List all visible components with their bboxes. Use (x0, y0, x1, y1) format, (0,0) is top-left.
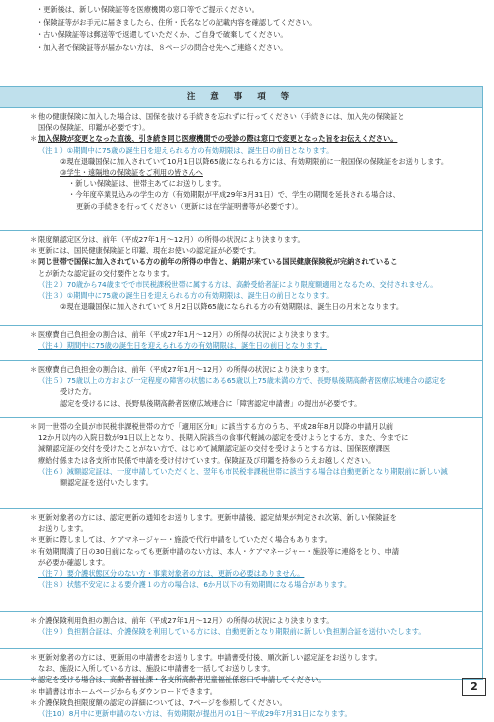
notes-line-text: 介護保険利用負担の割合は、前年（平成27年1月～12月）の所得の状況により決まります。 (38, 616, 334, 625)
notes-section (0, 231, 482, 326)
notes-line-text: 加入保険が変更となった直後、引き続き同じ医療機関での受診の際は窓口で変更となった旨をお伝えください。 (38, 134, 398, 144)
notes-line-text: 更新の手続きを行ってください（更新には在学証明書等が必要です）。 (76, 201, 303, 211)
notes-line (38, 579, 476, 590)
notes-line-text: ・新しい保険証は、世帯主あてにお送りします。 (68, 179, 226, 189)
asterisk-marker: ＊ (30, 134, 38, 144)
notes-line (38, 708, 476, 719)
notes-line-text: 減額認定証の交付を受けたことがない方で、はじめて減額認定証の交付を受けようとする方は、国保医療課医 (38, 444, 391, 454)
asterisk-marker: ＊ (30, 546, 38, 556)
asterisk-marker: ＊ (30, 112, 38, 121)
top-list-item: ・更新後は、新しい保険証等を医療機関の窓口等でご提示ください。 (36, 5, 259, 14)
notes-line (38, 167, 476, 178)
asterisk-marker: ＊ (30, 235, 38, 244)
notes-line-text: 認定を受けるには、長野県後期高齢者医療広域連合に「障害認定申請書」の提出が必要です。 (60, 398, 362, 408)
notes-line (30, 546, 476, 557)
notes-line (38, 375, 476, 386)
notes-line (38, 189, 476, 200)
notes-section (0, 326, 482, 361)
notes-line-text: ③学生・遠隔地の保険証をご利用の皆さんへ (60, 168, 203, 178)
notes-line-text: （注４）期間中に75歳の誕生日を迎えられる方の有効期限は、誕生日の前日となります。 (38, 341, 327, 351)
asterisk-marker: ＊ (30, 616, 38, 625)
notes-line (30, 421, 476, 432)
notes-line-text: なお、施設に入所している方は、施設に申請書を一括してお送りします。 (38, 664, 275, 674)
notes-section (0, 418, 482, 509)
notes-line-text: 更新には、国民健康保険証と印鑑、現在お使いの認定証が必要です。 (38, 246, 261, 256)
notes-line-text: 医療費自己負担金の割合は、前年（平成27年1月～12月）の所得の状況により決まります。 (38, 365, 334, 374)
notes-section (0, 509, 482, 612)
notes-line (30, 697, 476, 708)
notes-line (30, 674, 476, 685)
notes-line-text: 療給付係または各支所市民係で申請を受け付けています。保険証及び印鑑を持参のうえお越しください。 (38, 455, 376, 465)
notes-line-text: （注７）要介護状態区分のない方・事業対象者の方は、更新の必要はありません。 (38, 569, 305, 579)
notes-section (0, 649, 482, 722)
notes-line (38, 178, 476, 189)
notes-line-text: ②現在退職国保に加入されていて10月1日以降65歳になられる方には、有効期限前に一般国保の保険証をお送りします。 (60, 156, 449, 166)
top-list-item: ・古い保険証等は郵送等で返還していただくか、ご自身で破棄してください。 (36, 30, 288, 40)
notes-line (38, 466, 476, 477)
notes-line (38, 432, 476, 443)
notes-line (38, 301, 476, 312)
notes-line (38, 386, 476, 397)
notes-line (30, 111, 476, 122)
notes-line (30, 686, 476, 697)
notes-line-text: 12か月以内の入院日数が91日以上となり、長期入院該当の食事代軽減の認定を受けようとする方、また、今までに (38, 433, 409, 443)
notes-section (0, 361, 482, 418)
notes-line-text: ・今年度卒業見込みの学生の方（有効期限が平成29年3月31日）で、学生の期間を延長される場合は、 (68, 190, 400, 200)
notes-line (30, 512, 476, 523)
notes-line-text: が必要か確認します。 (38, 557, 110, 567)
top-list-item: ・保険証等がお手元に届きましたら、住所・氏名などの記載内容を確認してください。 (36, 17, 317, 27)
notes-line (38, 268, 476, 279)
notes-line (30, 652, 476, 663)
notes-line-text: 有効期間満了日の30日前になっても更新申請のない方は、本人・ケアマネージャー・施設等に連絡をとり、申請 (38, 546, 400, 556)
asterisk-marker: ＊ (30, 257, 38, 267)
notes-line (30, 364, 476, 375)
notes-line (30, 256, 476, 267)
asterisk-marker: ＊ (30, 675, 38, 685)
notes-line (38, 477, 476, 488)
notes-line-text: 額認定証を送付いたします。 (60, 478, 153, 488)
asterisk-marker: ＊ (30, 653, 38, 662)
notes-line (30, 133, 476, 144)
notes-line (30, 534, 476, 545)
notes-line (38, 201, 476, 212)
asterisk-marker: ＊ (30, 513, 38, 522)
notes-line (30, 234, 476, 245)
notes-line (38, 443, 476, 454)
notes-line-text: 受けた方。 (60, 387, 96, 397)
notes-line (30, 245, 476, 256)
notes-line (38, 568, 476, 579)
top-list-item: ・加入者で保険証等が届かない方は、８ページの問合せ先へご連絡ください。 (36, 42, 288, 52)
notes-line (30, 615, 476, 626)
notes-section (0, 108, 482, 231)
notes-line-text: （注９）負担割合証は、介護保険を利用している方には、自動更新となり期限前に新しい負担割合証を送付いたします。 (38, 627, 426, 637)
notes-line (38, 290, 476, 301)
notes-line-text: 認定を受ける場合は、高齢者福祉課・各支所高齢者児童福祉係窓口で申請してください。 (38, 675, 326, 685)
asterisk-marker: ＊ (30, 697, 38, 707)
notes-frame (0, 86, 483, 719)
notes-line (38, 626, 476, 637)
notes-line (38, 156, 476, 167)
notes-line-text: （注２）70歳から74歳までで市民税課税世帯に属する方は、高齢受給者証により限度額適用となるため、交付されません。 (38, 279, 438, 289)
notes-line (38, 340, 476, 351)
notes-line-text: 医療費自己負担金の割合は、前年（平成27年1月～12月）の所得の状況により決まります。 (38, 330, 334, 339)
notes-line (38, 663, 476, 674)
notes-line-text: ②現在退職国保に加入されていて８月2日以降65歳になられる方の有効期限は、誕生日の月末となります。 (60, 302, 404, 312)
notes-line-text: （注６）減額認定証は、一度申請していただくと、翌年も市民税非課税世帯に該当する場合は自動更新となり期限前に新しい減 (38, 466, 448, 476)
notes-line-text: 限度額認定区分は、前年（平成27年1月～12月）の所得の状況により決まります。 (38, 235, 305, 244)
asterisk-marker: ＊ (30, 422, 38, 431)
notes-line-text: 同一世帯の全員が市民税非課税世帯の方で「適用区分Ⅱ」に該当する方のうち、平成28年8月以降の申請月以前 (38, 422, 394, 431)
notes-line-text: （注３）①期間中に75歳の誕生日を迎えられる方の有効期限は、誕生日の前日となります。 (38, 291, 334, 301)
notes-line-text: 申請書は市ホームページからもダウンロードできます。 (38, 686, 217, 696)
asterisk-marker: ＊ (30, 246, 38, 256)
asterisk-marker: ＊ (30, 535, 38, 545)
notes-line-text: 更新対象者の方には、更新用の申請書をお送りします。申請書受付後、順次新しい認定証をお送りします。 (38, 653, 382, 662)
notes-header: 注 意 事 項 等 (0, 87, 482, 108)
notes-line-text: 国保の保険証、印鑑が必要です）。 (38, 123, 150, 133)
asterisk-marker: ＊ (30, 365, 38, 374)
notes-line (38, 557, 476, 568)
notes-line-text: 介護保険負担限度額の認定の詳細については、7ページを参照してください。 (38, 697, 287, 707)
notes-line-text: 他の健康保険に加入した場合は、国保を抜ける手続きを忘れずに行ってください（手続きには、加入先の保険証と (38, 112, 405, 121)
notes-line-text: （注８）状態不安定による要介護１の方の場合は、6か月以下の有効期間になる場合があります。 (38, 580, 352, 590)
asterisk-marker: ＊ (30, 330, 38, 339)
notes-line-text: お送りします。 (38, 524, 88, 534)
notes-line-text: 更新に際しましては、ケアマネージャー・施設で代行申請をしていただく場合もあります。 (38, 535, 332, 545)
page-number: 2 (462, 678, 486, 696)
notes-line-text: 更新対象者の方には、認定更新の通知をお送りします。更新申請後、認定結果が判定され次第、新しい保険証を (38, 513, 397, 522)
notes-line-text: （注10）8月中に更新申請のない方は、有効期限が提出月の1日～平成29年7月31日になります。 (38, 709, 352, 719)
notes-line (30, 329, 476, 340)
notes-line-text: 同じ世帯で国保に加入されている方の前年の所得の申告と、納期が来ている国民健康保険税が完納されているこ (38, 257, 398, 267)
notes-line (38, 279, 476, 290)
notes-line (38, 145, 476, 156)
notes-line (38, 523, 476, 534)
notes-line (38, 455, 476, 466)
notes-line-text: （注５）75歳以上の方および一定程度の障害の状態にある65歳以上75歳未満の方で、長野県後期高齢者医療広域連合の認定を (38, 376, 447, 386)
notes-line-text: とが新たな認定証の交付要件となります。 (38, 268, 174, 278)
notes-section (0, 612, 482, 649)
notes-line-text: （注１）①期間中に75歳の誕生日を迎えられる方の有効期限は、誕生日の前日となります。 (38, 145, 334, 155)
notes-line (38, 398, 476, 409)
asterisk-marker: ＊ (30, 686, 38, 696)
notes-line (38, 122, 476, 133)
top-bullet-list (36, 4, 476, 54)
